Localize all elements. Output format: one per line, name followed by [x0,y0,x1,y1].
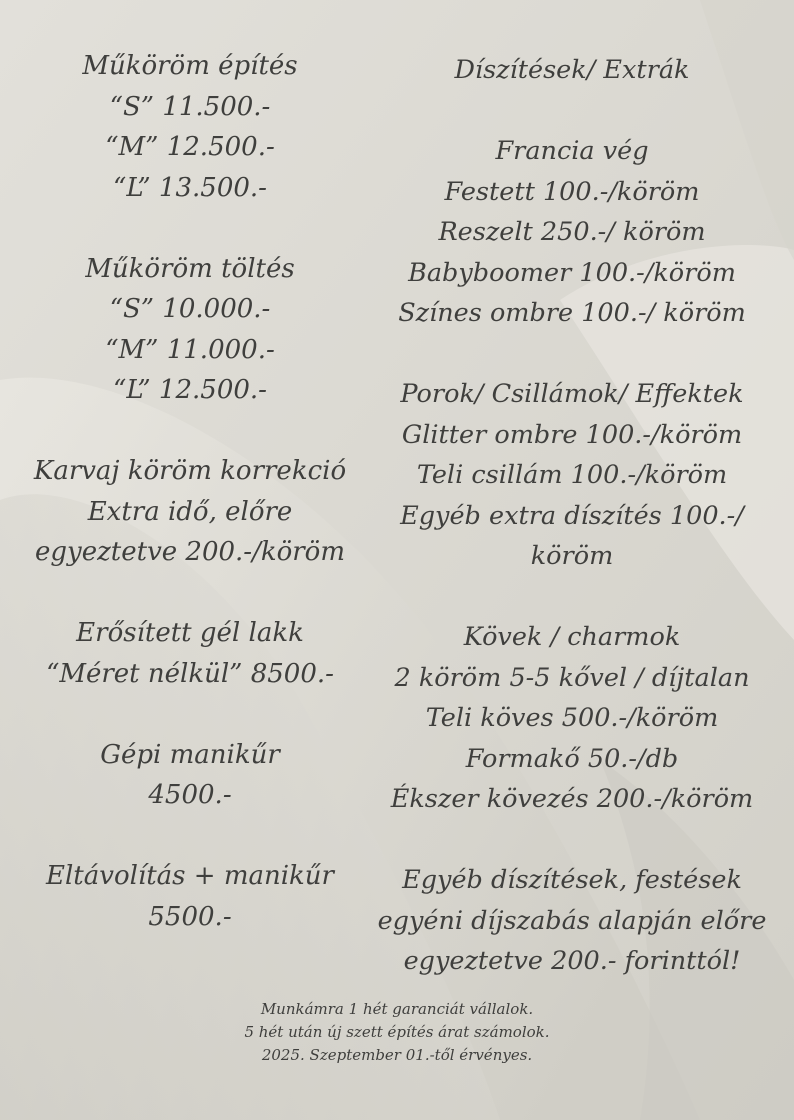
extras-line: Babyboomer 100.-/köröm [408,257,736,288]
extras-line: 2 köröm 5-5 kővel / díjtalan [394,662,750,693]
extras-line: Francia vég [495,136,649,166]
price-line: Karvaj köröm korrekció [33,456,347,486]
extras-line: Festett 100.-/köröm [444,176,700,207]
price-line: “M” 12.500.- [105,132,275,162]
extras-line: Formakő 50.-/db [465,743,679,774]
footer-notes [0,998,794,1067]
spacer [370,577,774,618]
price-line: “M” 11.000.- [105,334,275,365]
price-line: “S” 10.000.- [109,294,271,324]
extras-line: Teli csillám 100.-/köröm [416,460,728,490]
extras-line: Színes ombre 100.-/ köröm [398,298,746,328]
extras-line: Egyéb extra díszítés 100.-/ [400,500,744,531]
spacer [370,334,774,375]
footer-line: Munkámra 1 hét garanciát vállalok. [260,1000,534,1018]
price-line: Eltávolítás + manikűr [46,861,334,891]
extras-line: Reszelt 250.-/ köröm [438,217,706,247]
spacer [0,573,380,614]
price-line: 4500.- [148,780,232,810]
price-line: Gépi manikűr [100,739,280,770]
extras-line: Kövek / charmok [463,622,681,652]
extras-line: Ékszer kövezés 200.-/köröm [390,784,754,814]
extras-line: egyeztetve 200.- forinttól! [403,946,741,976]
footer-line: 5 hét után új szett építés árat számolok. [244,1023,550,1041]
extras-line: Egyéb díszítések, festések [402,865,742,895]
right-extras-column [370,50,774,982]
extras-line: Teli köves 500.-/köröm [425,703,719,733]
extras-line: Porok/ Csillámok/ Effektek [400,379,744,409]
price-line: Műköröm töltés [85,253,295,284]
price-line: Műköröm építés [82,51,298,81]
spacer [370,91,774,132]
spacer [0,816,380,857]
price-line: “L” 13.500.- [113,172,267,203]
extras-line: köröm [530,541,614,571]
extras-line: egyéni díjszabás alapján előre [377,905,767,936]
left-price-column [0,46,380,937]
price-line: “L” 12.500.- [113,375,267,405]
footer-line: 2025. Szeptember 01.-től érvényes. [261,1046,533,1064]
extras-line: Glitter ombre 100.-/köröm [401,419,743,450]
extras-line: Díszítések/ Extrák [454,55,690,85]
spacer [370,820,774,861]
spacer [0,208,380,249]
price-line: Extra idő, előre [87,496,293,527]
spacer [0,694,380,735]
price-line: Erősített gél lakk [76,618,304,648]
price-line: “S” 11.500.- [109,91,271,122]
price-line: 5500.- [148,901,232,932]
spacer [0,411,380,452]
price-line: “Méret nélkül” 8500.- [46,658,334,689]
price-line: egyeztetve 200.-/köröm [34,537,345,567]
